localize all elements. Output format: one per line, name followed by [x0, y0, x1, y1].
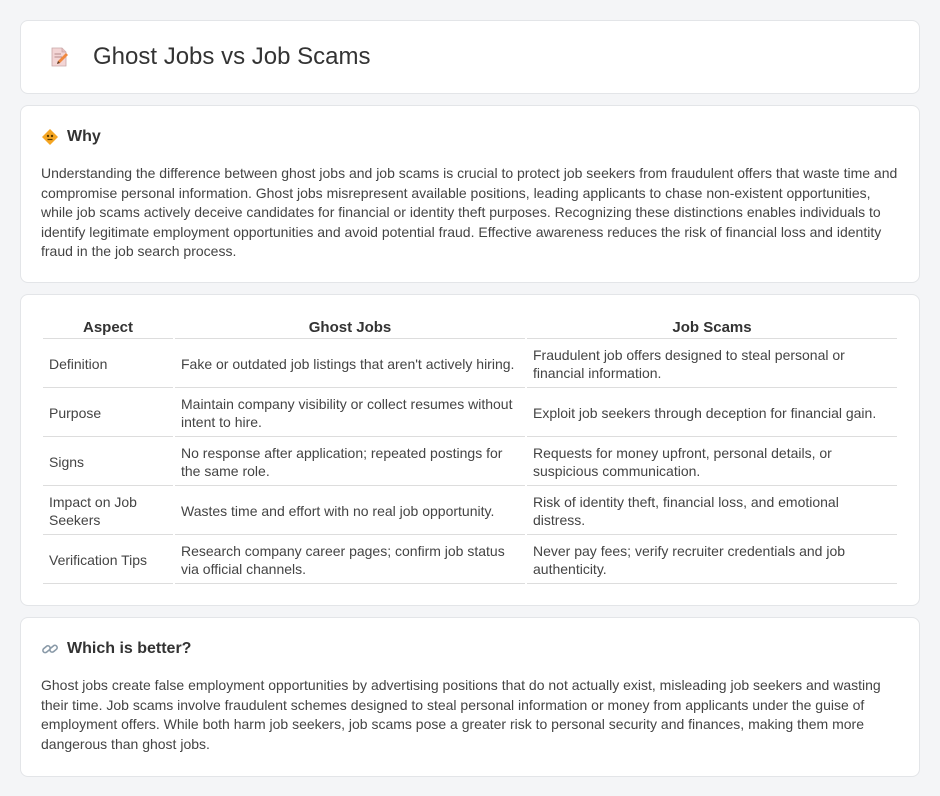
column-header-aspect: Aspect: [43, 317, 173, 339]
cell-job-scams: Requests for money upfront, personal details, or suspicious communication.: [527, 439, 897, 486]
cell-aspect: Impact on Job Seekers: [43, 488, 173, 535]
why-heading-text: Why: [67, 128, 101, 145]
cell-aspect: Purpose: [43, 390, 173, 437]
header-card: [20, 20, 920, 94]
table-row: [43, 341, 897, 388]
table-row: [43, 390, 897, 437]
cell-job-scams: Never pay fees; verify recruiter credentials and job authenticity.: [527, 537, 897, 584]
cell-job-scams: Fraudulent job offers designed to steal personal or financial information.: [527, 341, 897, 388]
table-row: [43, 439, 897, 486]
cell-aspect: Definition: [43, 341, 173, 388]
column-header-ghost-jobs: Ghost Jobs: [175, 317, 525, 339]
cell-aspect: Verification Tips: [43, 537, 173, 584]
table-row: [43, 537, 897, 584]
cell-job-scams: Exploit job seekers through deception for financial gain.: [527, 390, 897, 437]
better-heading: [41, 640, 899, 658]
link-icon: [41, 640, 59, 658]
cell-ghost-jobs: No response after application; repeated postings for the same role.: [175, 439, 525, 486]
why-text: Understanding the difference between ghost jobs and job scams is crucial to protect job seekers from fraudulent offers that waste time and compromise personal information. Ghost jobs misrepresent available positions, leading applicants to chase non-existent opportunities, while job scams actively deceive candidates for financial or identity theft purposes. Recognizing these distinctions enables individuals to identify legitimate employment opportunities and avoid potential fraud. Effective awareness reduces the risk of financial loss and identity fraud in the job search process.: [41, 165, 898, 260]
warning-diamond-icon: [41, 128, 59, 146]
comparison-table-card: [20, 294, 920, 606]
table-row: [43, 488, 897, 535]
cell-job-scams: Risk of identity theft, financial loss, and emotional distress.: [527, 488, 897, 535]
cell-aspect: Signs: [43, 439, 173, 486]
why-section: [20, 105, 920, 283]
cell-ghost-jobs: Maintain company visibility or collect resumes without intent to hire.: [175, 390, 525, 437]
cell-ghost-jobs: Fake or outdated job listings that aren't actively hiring.: [175, 341, 525, 388]
better-text: Ghost jobs create false employment opportunities by advertising positions that do not actually exist, misleading job seekers and wasting their time. Job scams involve fraudulent schemes designed to steal personal information or money from applicants under the guise of employment offers. While both harm job seekers, job scams pose a greater risk to personal security and finances, making them more dangerous than ghost jobs.: [41, 677, 881, 752]
why-heading: [41, 128, 899, 146]
column-header-job-scams: Job Scams: [527, 317, 897, 339]
cell-ghost-jobs: Research company career pages; confirm job status via official channels.: [175, 537, 525, 584]
table-header-row: [43, 317, 897, 339]
which-is-better-section: [20, 617, 920, 777]
document-pencil-icon: [47, 45, 71, 69]
page-title: Ghost Jobs vs Job Scams: [93, 43, 371, 70]
comparison-table: [41, 315, 899, 586]
cell-ghost-jobs: Wastes time and effort with no real job opportunity.: [175, 488, 525, 535]
better-heading-text: Which is better?: [67, 640, 192, 657]
